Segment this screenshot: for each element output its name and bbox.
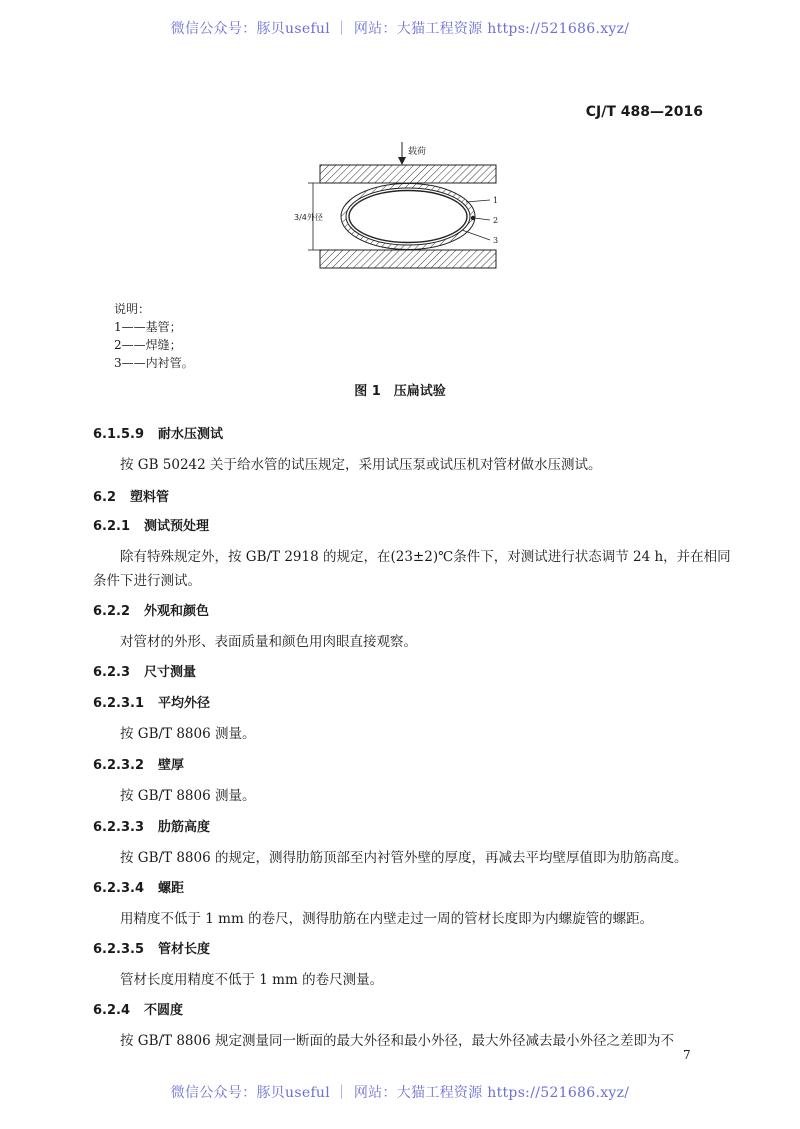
bottom-plate <box>320 250 496 268</box>
section-heading <box>93 515 209 534</box>
section-heading <box>93 938 210 957</box>
paragraph: 用精度不低于 1 mm 的卷尺，测得肋筋在内壁走过一周的管材长度即为内螺旋管的螺距。 <box>120 911 654 927</box>
section-number: 6.2.3.3 <box>93 820 144 835</box>
section-heading <box>93 423 223 442</box>
section-number: 6.2.3.1 <box>93 696 144 711</box>
figure-caption: 图 1 压扁试验 <box>354 384 446 399</box>
watermark-bottom: 微信公众号：豚贝useful ｜ 网站：大猫工程资源 https://521686.xyz/ <box>170 1085 630 1101</box>
paragraph: 按 GB/T 8806 测量。 <box>120 788 256 804</box>
watermark-top: 微信公众号：豚贝useful ｜ 网站：大猫工程资源 https://521686.xyz/ <box>170 21 630 37</box>
section-heading <box>93 877 184 896</box>
section-title: 塑料管 <box>130 490 170 505</box>
legend-item: 1——基管； <box>114 320 182 334</box>
section-title: 螺距 <box>158 881 185 896</box>
section-title: 肋筋高度 <box>158 820 211 835</box>
section-heading <box>93 816 210 835</box>
section-title: 耐水压测试 <box>158 427 224 442</box>
section-number: 6.2.3 <box>93 665 131 680</box>
section-title: 不圆度 <box>144 1003 184 1018</box>
legend-title: 说明： <box>114 302 151 316</box>
paragraph: 管材长度用精度不低于 1 mm 的卷尺测量。 <box>120 972 384 988</box>
section-number: 6.2.3.2 <box>93 758 144 773</box>
section-heading <box>93 754 184 773</box>
paragraph: 按 GB/T 8806 规定测量同一断面的最大外径和最小外径，最大外径减去最小外径之差即为不 <box>120 1033 674 1049</box>
paragraph: 按 GB 50242 关于给水管的试压规定，采用试压泵或试压机对管材做水压测试。 <box>120 457 602 473</box>
paragraph: 按 GB/T 8806 的规定，测得肋筋顶部至内衬管外壁的厚度，再减去平均壁厚值即为肋筋高度。 <box>120 850 688 866</box>
top-plate <box>320 165 496 183</box>
section-title: 壁厚 <box>158 758 185 773</box>
section-number: 6.2.2 <box>93 604 131 619</box>
standard-number: CJ/T 488—2016 <box>585 104 703 120</box>
section-number: 6.2.1 <box>93 519 131 534</box>
section-title: 外观和颜色 <box>144 604 210 619</box>
section-title: 平均外径 <box>158 696 211 711</box>
paragraph: 对管材的外形、表面质量和颜色用肉眼直接观察。 <box>120 634 417 650</box>
flattening-test-diagram <box>290 140 520 285</box>
section-number: 6.2.3.4 <box>93 881 144 896</box>
paragraph: 除有特殊规定外，按 GB/T 2918 的规定，在(23±2)℃条件下，对测试进行状态调节 24 h，并在相同 <box>120 549 731 565</box>
section-heading <box>93 692 210 711</box>
section-number: 6.2.4 <box>93 1003 131 1018</box>
legend-item: 2——焊缝； <box>114 338 182 352</box>
section-heading <box>93 999 183 1018</box>
callout-2: 2 <box>493 216 499 225</box>
liner-pipe <box>349 191 467 243</box>
section-number: 6.2 <box>93 490 117 505</box>
section-heading <box>93 486 169 505</box>
paragraph: 按 GB/T 8806 测量。 <box>120 726 256 742</box>
page-number: 7 <box>683 1048 691 1062</box>
dimension-label: 3/4外径 <box>294 213 323 222</box>
section-title: 尺寸测量 <box>144 665 197 680</box>
section-title: 管材长度 <box>158 942 211 957</box>
section-title: 测试预处理 <box>144 519 210 534</box>
callout-3: 3 <box>493 236 499 245</box>
load-label: 载荷 <box>408 147 427 157</box>
section-heading <box>93 661 196 680</box>
paragraph-continuation: 条件下进行测试。 <box>93 573 201 589</box>
section-number: 6.1.5.9 <box>93 427 144 442</box>
section-number: 6.2.3.5 <box>93 942 144 957</box>
legend-item: 3——内衬管。 <box>114 356 194 370</box>
section-heading <box>93 600 209 619</box>
callout-1: 1 <box>493 196 499 205</box>
